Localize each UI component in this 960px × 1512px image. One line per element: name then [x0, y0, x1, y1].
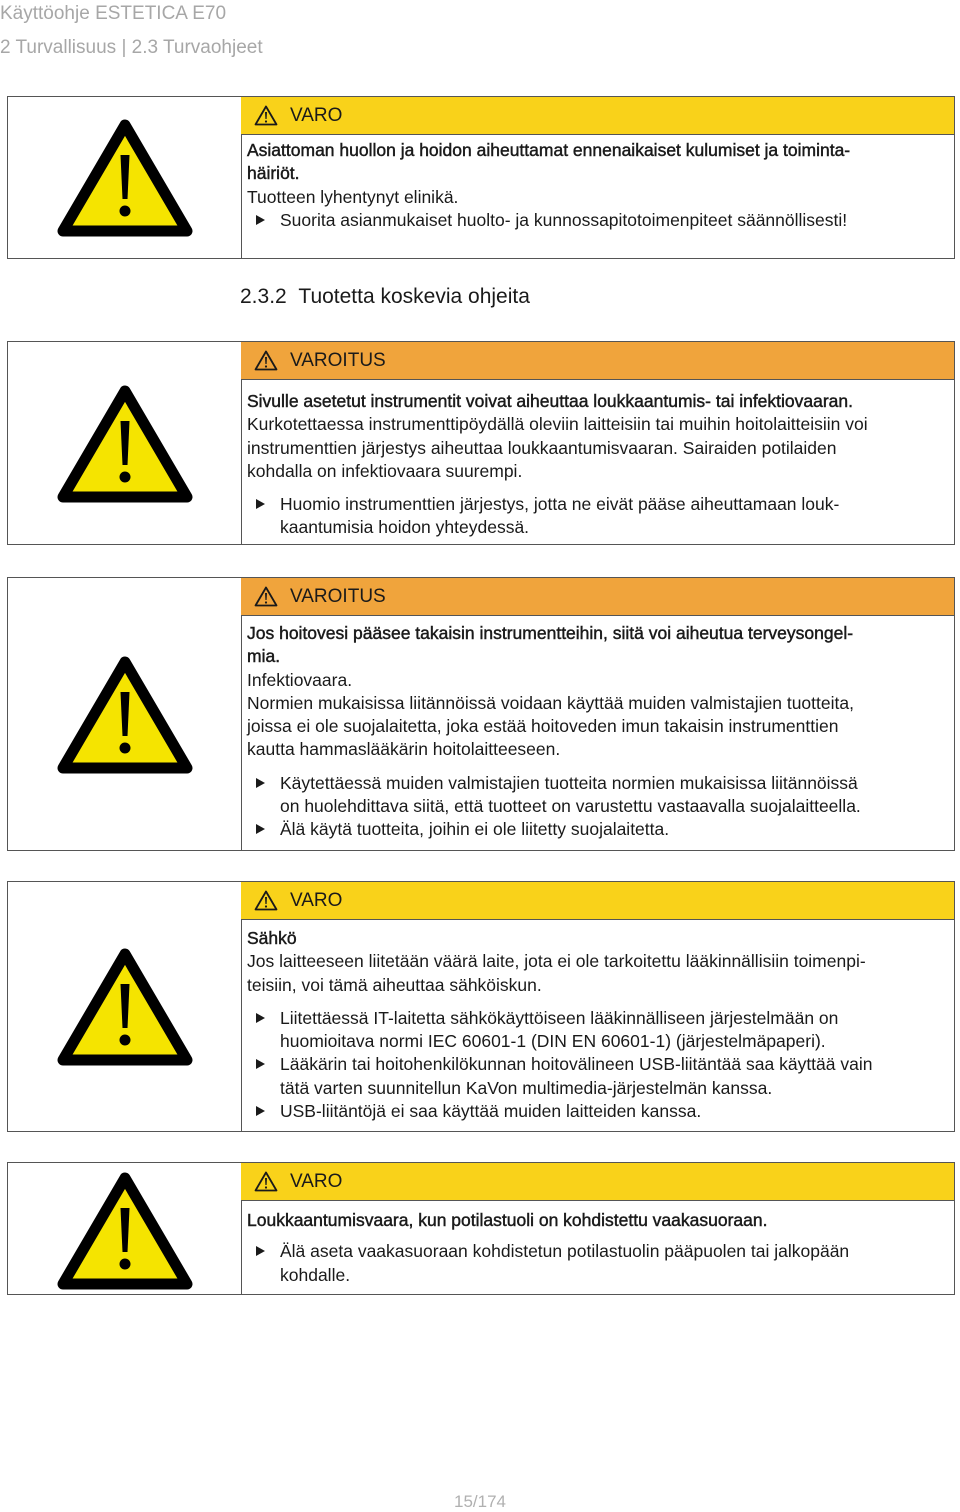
action-text: Älä käytä tuotteita, joihin ei ole liitetty suojalaitetta.: [280, 819, 670, 840]
description-line: Normien mukaisissa liitännöissä voidaan käyttää muiden valmistajien tuotteita,: [247, 692, 854, 713]
bullet-arrow-icon: [256, 778, 265, 788]
bullet-arrow-icon: [256, 1106, 265, 1116]
signal-band: [241, 578, 954, 616]
bullet-arrow-icon: [256, 499, 265, 509]
bullet-arrow-icon: [256, 1059, 265, 1069]
consequence-text: Tuotteen lyhentynyt elinikä.: [247, 186, 459, 207]
action-item: [247, 1053, 946, 1100]
warning-box-varo-electricity: [7, 881, 955, 1132]
description-line: joissa ei ole suojalaitetta, joka estää hoitoveden imun takaisin instrumenttien: [247, 716, 839, 737]
warning-box-varo-maintenance: [7, 96, 955, 259]
action-text: huomioitava normi IEC 60601-1 (DIN EN 60601-1) (järjestelmäpaperi).: [280, 1031, 826, 1052]
signal-band: [241, 882, 954, 920]
small-warning-icon: [254, 350, 278, 371]
action-item: [247, 493, 946, 540]
warning-box-varoitus-water: [7, 577, 955, 851]
small-warning-icon: [254, 586, 278, 607]
action-text: tätä varten suunnitellun KaVon multimedia-järjestelmän kanssa.: [280, 1077, 773, 1098]
action-item: [247, 1007, 946, 1054]
action-item: [247, 818, 946, 841]
action-text: kaantumisia hoidon yhteydessä.: [280, 517, 530, 538]
action-text: USB-liitäntöjä ei saa käyttää muiden laitteiden kanssa.: [280, 1101, 702, 1122]
signal-word: VAROITUS: [290, 585, 386, 607]
action-text: Lääkärin tai hoitohenkilökunnan hoitovälineen USB-liitäntää saa käyttää vain: [280, 1054, 873, 1075]
warning-triangle-icon: [57, 948, 193, 1066]
action-text: Liitettäessä IT-laitetta sähkökäyttöiseen lääkinnälliseen järjestelmään on: [280, 1007, 839, 1028]
warning-sign-cell: [8, 1163, 242, 1294]
action-item: [247, 1100, 946, 1123]
section-title: Tuotetta koskevia ohjeita: [298, 285, 530, 308]
warning-box-varo-chair: [7, 1162, 955, 1295]
breadcrumb: 2 Turvallisuus | 2.3 Turvaohjeet: [0, 37, 263, 58]
warning-triangle-icon: [57, 656, 193, 774]
small-warning-icon: [254, 890, 278, 911]
hazard-title: [247, 622, 946, 669]
description-line: kautta hammaslääkärin hoitolaitteeseen.: [247, 739, 561, 760]
description-line: kohdalla on infektiovaara suurempi.: [247, 460, 523, 481]
action-item: [247, 1240, 946, 1287]
signal-band: [241, 97, 954, 135]
signal-word: VAROITUS: [290, 349, 386, 371]
warning-sign-cell: [8, 882, 242, 1131]
hazard-title-line: Jos hoitovesi pääsee takaisin instrumentteihin, siitä voi aiheutua terveysongel-: [247, 623, 854, 643]
section-heading: [240, 285, 530, 309]
warning-triangle-icon: [57, 119, 193, 237]
hazard-title: Loukkaantumisvaara, kun potilastuoli on kohdistettu vaakasuoraan.: [247, 1210, 768, 1230]
action-text: Huomio instrumenttien järjestys, jotta ne eivät pääse aiheuttamaan louk-: [280, 494, 840, 515]
warning-sign-cell: [8, 342, 242, 544]
signal-band: [241, 1163, 954, 1201]
hazard-title: Sähkö: [247, 928, 297, 948]
hazard-title-line: Asiattoman huollon ja hoidon aiheuttamat ennenaikaiset kulumiset ja toiminta-: [247, 140, 851, 160]
hazard-title: Sivulle asetetut instrumentit voivat aiheuttaa loukkaantumis- tai infektiovaaran.: [247, 391, 854, 411]
warning-triangle-icon: [57, 1172, 193, 1290]
signal-word: VARO: [290, 104, 343, 126]
description-line: instrumenttien järjestys aiheuttaa loukkaantumisvaaran. Sairaiden potilaiden: [247, 437, 837, 458]
action-text: on huolehdittava siitä, että tuotteet on varustettu vastaavalla suojalaitteella.: [280, 796, 861, 817]
warning-sign-cell: [8, 97, 242, 258]
small-warning-icon: [254, 105, 278, 126]
consequence-text: Infektiovaara.: [247, 669, 353, 690]
warning-triangle-icon: [57, 385, 193, 503]
action-text: Älä aseta vaakasuoraan kohdistetun potilastuolin pääpuolen tai jalkopään: [280, 1241, 850, 1262]
hazard-title: [247, 139, 946, 186]
hazard-description: [247, 950, 946, 997]
bullet-arrow-icon: [256, 1246, 265, 1256]
action-text: Suorita asianmukaiset huolto- ja kunnossapitotoimenpiteet säännöllisesti!: [280, 209, 848, 230]
hazard-title-line: mia.: [247, 646, 281, 667]
signal-word: VARO: [290, 889, 343, 911]
signal-word: VARO: [290, 1170, 343, 1192]
hazard-description: [247, 692, 946, 762]
description-line: Kurkotettaessa instrumenttipöydällä oleviin laitteisiin tai muihin hoitolaitteisiin voi: [247, 414, 868, 435]
signal-band: [241, 342, 954, 380]
document-title: Käyttöohje ESTETICA E70: [0, 3, 227, 24]
bullet-arrow-icon: [256, 215, 265, 225]
action-text: kohdalle.: [280, 1264, 351, 1285]
description-line: Jos laitteeseen liitetään väärä laite, jota ei ole tarkoitettu lääkinnällisiin toimenpi-: [247, 951, 866, 972]
action-item: [247, 772, 946, 819]
bullet-arrow-icon: [256, 824, 265, 834]
hazard-description: [247, 413, 946, 483]
warning-box-varoitus-instruments: [7, 341, 955, 545]
warning-sign-cell: [8, 578, 242, 850]
small-warning-icon: [254, 1171, 278, 1192]
action-text: Käytettäessä muiden valmistajien tuotteita normien mukaisissa liitännöissä: [280, 772, 858, 793]
bullet-arrow-icon: [256, 1013, 265, 1023]
description-line: teisiin, voi tämä aiheuttaa sähköiskun.: [247, 974, 542, 995]
section-number: 2.3.2: [240, 285, 287, 308]
hazard-title-line: häiriöt.: [247, 163, 300, 184]
page-number: 15/174: [454, 1492, 506, 1511]
action-item: [247, 209, 946, 232]
